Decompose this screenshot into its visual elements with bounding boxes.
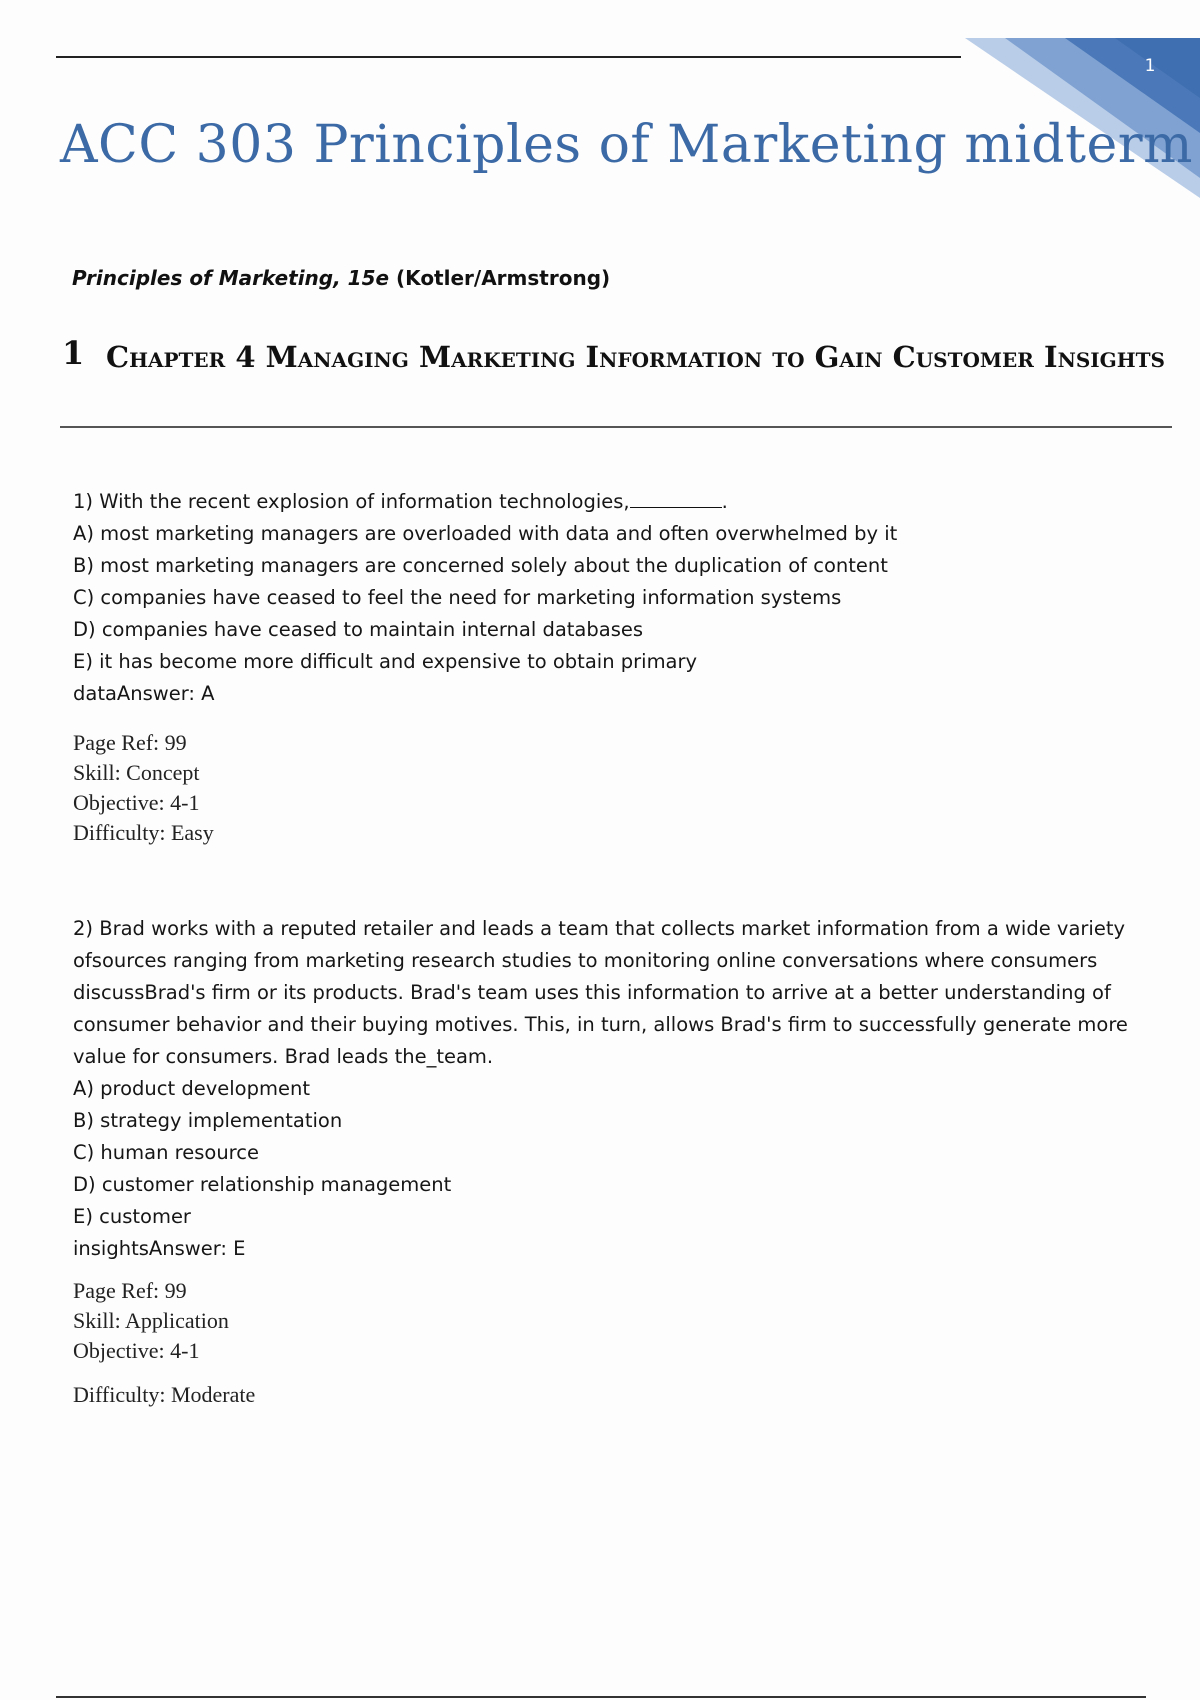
- question-1: [73, 486, 1163, 710]
- question-1-meta: [73, 728, 214, 848]
- option-e: E) it has become more difficult and expensive to obtain primary: [73, 650, 698, 673]
- option-c: C) human resource: [73, 1141, 259, 1164]
- skill: Skill: Application: [73, 1308, 229, 1333]
- question-2-meta: [73, 1276, 255, 1410]
- option-d: D) customer relationship management: [73, 1173, 452, 1196]
- option-a: A) most marketing managers are overloaded with data and often overwhelmed by it: [73, 522, 898, 545]
- chapter-number: 1: [62, 334, 85, 372]
- answer-line: dataAnswer: A: [73, 682, 215, 705]
- chapter-rule: [60, 426, 1172, 428]
- book-reference: [72, 266, 610, 290]
- page-ref: Page Ref: 99: [73, 730, 187, 755]
- footer-rule: [56, 1696, 1146, 1698]
- question-2: [73, 913, 1163, 1265]
- question-stem-text: 1) With the recent explosion of information technologies,: [73, 490, 630, 513]
- difficulty: Difficulty: Easy: [73, 820, 214, 845]
- option-e: E) customer: [73, 1205, 191, 1228]
- skill: Skill: Concept: [73, 760, 200, 785]
- page-number: 1: [1144, 56, 1156, 76]
- difficulty: Difficulty: Moderate: [73, 1382, 256, 1407]
- option-b: B) strategy implementation: [73, 1109, 343, 1132]
- chapter-title: Chapter 4 Managing Marketing Information to Gain Customer Insights: [106, 340, 1165, 374]
- question-stem: 2) Brad works with a reputed retailer and leads a team that collects market information from a wide variety ofsources ranging from marketing research studies to monitoring online conversations where consumers discussBrad's firm or its products. Brad's team uses this information to arrive at a better understanding of consumer behavior and their buying motives. This, in turn, allows Brad's firm to successfully generate more value for consumers. Brad leads the_team.: [73, 917, 1128, 1068]
- answer-blank: [630, 489, 722, 508]
- page-ref: Page Ref: 99: [73, 1278, 187, 1303]
- book-authors: (Kotler/Armstrong): [396, 266, 611, 290]
- header-rule: [56, 56, 961, 58]
- option-d: D) companies have ceased to maintain internal databases: [73, 618, 644, 641]
- answer-line: insightsAnswer: E: [73, 1237, 246, 1260]
- objective: Objective: 4-1: [73, 1338, 200, 1363]
- option-a: A) product development: [73, 1077, 310, 1100]
- objective: Objective: 4-1: [73, 790, 200, 815]
- document-title: ACC 303 Principles of Marketing midterm: [60, 115, 1193, 175]
- question-stem-end: .: [721, 490, 728, 513]
- option-b: B) most marketing managers are concerned solely about the duplication of content: [73, 554, 888, 577]
- option-c: C) companies have ceased to feel the need for marketing information systems: [73, 586, 842, 609]
- book-title: Principles of Marketing, 15e: [72, 266, 390, 290]
- question-stem: [73, 486, 1163, 518]
